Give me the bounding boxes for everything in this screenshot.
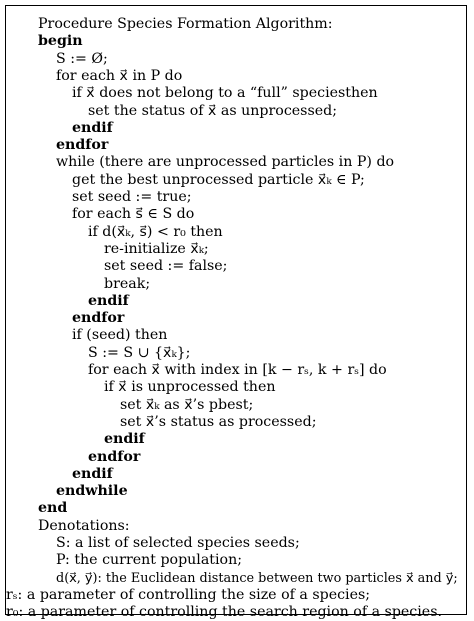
set-seed-false: set seed := false; <box>104 258 228 275</box>
keyword-endfor: endfor <box>88 448 141 465</box>
keyword-endfor: endfor <box>56 137 109 154</box>
denotation-item: rₛ: a parameter of controlling the size of a species; <box>6 586 371 603</box>
while-unprocessed: while (there are unprocessed particles in P) do <box>56 154 395 171</box>
for-each-particle: for each x⃗ in P do <box>56 67 183 84</box>
algorithm-box <box>5 5 467 621</box>
init-species-set: S := Ø; <box>56 50 108 67</box>
if-seed: if (seed) then <box>72 327 168 344</box>
set-processed: set x⃗’s status as processed; <box>120 413 317 430</box>
denotation-item: P: the current population; <box>56 552 243 569</box>
denotation-item: d(x⃗, y⃗): the Euclidean distance between two particles x⃗ and y⃗; <box>56 570 458 586</box>
set-pbest: set x⃗ₖ as x⃗’s pbest; <box>120 396 254 413</box>
keyword-endwhile: endwhile <box>56 483 128 500</box>
keyword-endif: endif <box>72 465 113 482</box>
denotation-item: r₀: a parameter of controlling the search region of a species. <box>6 604 442 621</box>
reinitialize-particle: re-initialize x⃗ₖ; <box>104 240 209 257</box>
keyword-endfor: endfor <box>72 310 125 327</box>
procedure-title: Procedure Species Formation Algorithm: <box>38 16 333 32</box>
keyword-endif: endif <box>72 119 113 136</box>
keyword-endif: endif <box>104 431 145 448</box>
keyword-end: end <box>38 500 68 517</box>
get-best-particle: get the best unprocessed particle x⃗ₖ ∈ P; <box>72 171 365 188</box>
add-seed-to-set: S := S ∪ {x⃗ₖ}; <box>88 344 191 361</box>
keyword-endif: endif <box>88 292 129 309</box>
set-unprocessed: set the status of x⃗ as unprocessed; <box>88 102 338 119</box>
break-statement: break; <box>104 275 151 292</box>
if-distance-check: if d(x⃗ₖ, s⃗) < r₀ then <box>88 223 223 240</box>
if-unprocessed: if x⃗ is unprocessed then <box>104 379 276 396</box>
if-not-full-species: if x⃗ does not belong to a “full” speciesthen <box>72 85 378 102</box>
keyword-begin: begin <box>38 33 83 50</box>
for-each-seed: for each s⃗ ∈ S do <box>72 206 195 223</box>
set-seed-true: set seed := true; <box>72 189 192 205</box>
for-each-neighbor: for each x⃗ with index in [k − rₛ, k + rₛ] do <box>88 362 387 378</box>
algorithm-listing <box>6 6 466 621</box>
denotation-item: S: a list of selected species seeds; <box>56 535 300 551</box>
denotations-heading: Denotations: <box>38 517 130 534</box>
